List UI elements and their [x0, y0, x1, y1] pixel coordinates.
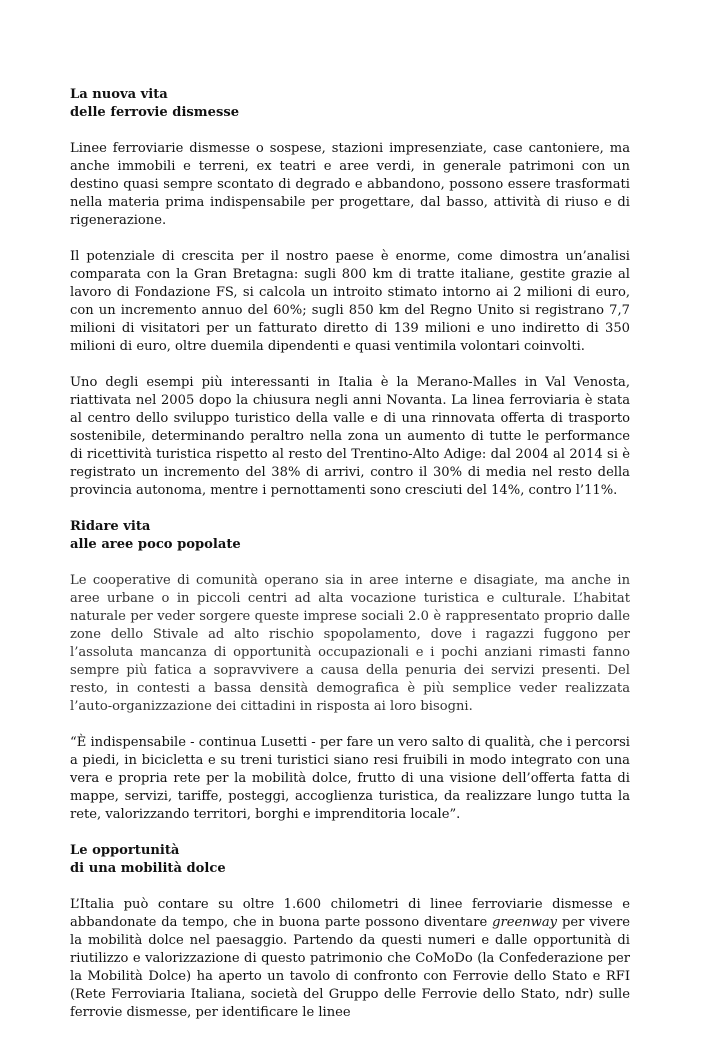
text-run: L’Italia può contare su oltre 1.600 chilometri di linee ferroviarie dismesse e abbandonate da tempo, che in buona parte possono diventare: [70, 897, 630, 930]
paragraph: Il potenziale di crescita per il nostro paese è enorme, come dimostra un’analisi comparata con la Gran Bretagna: sugli 800 km di tratte italiane, gestite grazie al lavoro di Fondazione FS, si calcola un introito stimato intorno ai 2 milioni di euro, con un incremento annuo del 60%; sugli 850 km del Regno Unito si registrano 7,7 milioni di visitatori per un fatturato diretto di 139 milioni e uno indiretto di 350 milioni di euro, oltre duemila dipendenti e quasi ventimila volontari coinvolti.: [70, 249, 630, 354]
paragraph: [70, 896, 630, 1022]
paragraph: Uno degli esempi più interessanti in Italia è la Merano-Malles in Val Venosta, riattivata nel 2005 dopo la chiusura negli anni Novanta. La linea ferroviaria è stata al centro dello sviluppo turistico della valle e di una rinnovata offerta di trasporto sostenibile, determinando peraltro nella zona un aumento di tutte le performance di ricettività turistica rispetto al resto del Trentino-Alto Adige: dal 2004 al 2014 si è registrato un incremento del 38% di arrivi, contro il 30% di media nel resto della provincia autonoma, mentre i pernottamenti sono cresciuti del 14%, contro l’11%.: [70, 375, 630, 498]
paragraph: Le cooperative di comunità operano sia in aree interne e disagiate, ma anche in aree urbane o in piccoli centri ad alta vocazione turistica e culturale. L’habitat naturale per veder sorgere queste imprese sociali 2.0 è rappresentato proprio dalle zone dello Stivale ad alto rischio spopolamento, dove i ragazzi fuggono per l’assoluta mancanza di opportunità occupazionali e i pochi anziani rimasti fanno sempre più fatica a sopravvivere a causa della penuria dei servizi presenti. Del resto, in contesti a bassa densità demografica è più semplice veder realizzata l’auto-organizzazione dei cittadini in risposta ai loro bisogni.: [70, 573, 630, 714]
section-heading: [70, 842, 630, 878]
section-heading: [70, 86, 630, 122]
heading-line-2: delle ferrovie dismesse: [70, 105, 240, 120]
text-run: per vivere la mobilità dolce nel paesaggio. Partendo da questi numeri e dalle opportunità di riutilizzo e valorizzazione di questo patrimonio che CoMoDo (la Confederazione per la Mobilità Dolce) ha aperto un tavolo di confronto con Ferrovie dello Stato e RFI (Rete Ferroviaria Italiana, società del Gruppo delle Ferrovie dello Stato, ndr) sulle ferrovie dismesse, per identificare le linee: [70, 915, 630, 1020]
paragraph: Linee ferroviarie dismesse o sospese, stazioni impresenziate, case cantoniere, ma anche immobili e terreni, ex teatri e aree verdi, in generale patrimoni con un destino quasi sempre scontato di degrado e abbandono, possono essere trasformati nella materia prima indispensabile per progettare, dal basso, attività di riuso e di rigenerazione.: [70, 141, 630, 228]
quote-paragraph: “È indispensabile - continua Lusetti - per fare un vero salto di qualità, che i percorsi a piedi, in bicicletta e su treni turistici siano resi fruibili in modo integrato con una vera e propria rete per la mobilità dolce, frutto di una visione dell’offerta fatta di mappe, servizi, tariffe, posteggi, accoglienza turistica, da realizzare lungo tutta la rete, valorizzando territori, borghi e imprenditoria locale”.: [70, 735, 630, 822]
heading-line-1: Ridare vita: [70, 519, 151, 534]
section-ridare-vita: [70, 518, 630, 824]
heading-line-1: La nuova vita: [70, 87, 168, 102]
heading-line-2: di una mobilità dolce: [70, 861, 226, 876]
heading-line-1: Le opportunità: [70, 843, 180, 858]
italic-term: greenway: [492, 915, 558, 930]
section-nuova-vita: [70, 86, 630, 500]
section-opportunita: [70, 842, 630, 1022]
heading-line-2: alle aree poco popolate: [70, 537, 241, 552]
section-heading: [70, 518, 630, 554]
document-page: [70, 86, 630, 1040]
